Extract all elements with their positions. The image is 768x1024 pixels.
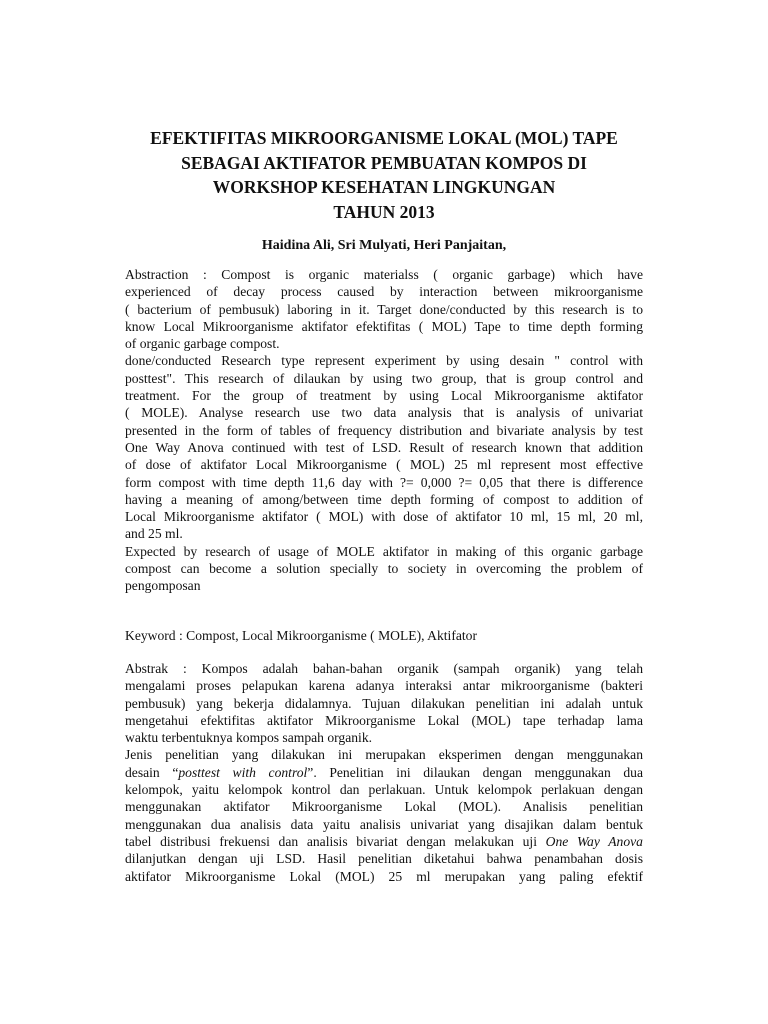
text-line: and 25 ml. <box>125 526 183 542</box>
text-line: Abstrak : Kompos adalah bahan-bahan organik (sampah organik) yang telah <box>125 661 643 676</box>
text-line: Expected by research of usage of MOLE aktifator in making of this organic garbage <box>125 543 643 559</box>
text-line: done/conducted Research type represent experiment by using desain " control with <box>125 353 643 369</box>
text-line: ( bacterium of pembusuk) laboring in it. Target done/conducted by this research is to <box>125 301 643 317</box>
text-line: Abstraction : Compost is organic materialss ( organic garbage) which have <box>125 267 643 282</box>
title-line-1: EFEKTIFITAS MIKROORGANISME LOKAL (MOL) TAPE <box>150 128 618 148</box>
text-line: aktifator Mikroorganisme Lokal (MOL) 25 ml merupakan yang paling efektif <box>125 868 643 884</box>
text-line: of organic garbage compost. <box>125 336 280 352</box>
text-line: presented in the form of tables of frequency distribution and bivariate analysis by test <box>125 422 643 438</box>
text-line: pengomposan <box>125 578 201 594</box>
text-line: menggunakan aktifator Mikroorganisme Lokal (MOL). Analisis penelitian <box>125 799 643 815</box>
text-line: dilanjutkan dengan uji LSD. Hasil penelitian diketahui bahwa penambahan dosis <box>125 851 643 867</box>
title-line-2: SEBAGAI AKTIFATOR PEMBUATAN KOMPOS DI <box>181 152 587 173</box>
italic-term: posttest with control <box>178 764 308 780</box>
text-line: experienced of decay process caused by interaction between mikroorganisme <box>125 284 643 300</box>
text-span: desain “ <box>125 764 179 780</box>
text-line-desain <box>125 764 643 781</box>
text-span: ”. Penelitian ini dilaukan dengan menggunakan dua <box>307 764 643 780</box>
text-line: compost can become a solution specially to society in overcoming the problem of <box>125 561 643 577</box>
text-line: of dose of aktifator Local Mikroorganisme ( MOL) 25 ml represent most effective <box>125 457 643 473</box>
text-line: mengalami proses pelapukan karena adanya interaksi antar mikroorganisme (bakteri <box>125 678 643 694</box>
text-line: kelompok, yaitu kelompok kontrol dan perlakuan. Untuk kelompok perlakuan dengan <box>125 782 643 798</box>
text-line-uji <box>125 833 643 850</box>
keyword-line: Keyword : Compost, Local Mikroorganisme ( MOLE), Aktifator <box>125 628 477 643</box>
author-list: Haidina Ali, Sri Mulyati, Heri Panjaitan, <box>261 238 507 253</box>
text-line: ( MOLE). Analyse research use two data analysis that is analysis of univariat <box>125 405 643 421</box>
text-line: One Way Anova continued with test of LSD. Result of research known that addition <box>125 439 643 455</box>
text-line: treatment. For the group of treatment by using Local Mikroorganisme aktifator <box>125 388 643 404</box>
text-line: having a meaning of among/between time depth forming of compost to addition of <box>125 491 643 507</box>
text-line: pembusuk) yang bekerja didalamnya. Tujuan dilakukan penelitian ini adalah untuk <box>125 695 643 711</box>
text-line: menggunakan dua analisis data yaitu analisis univariat yang disajikan dalam bentuk <box>125 816 643 832</box>
paper-title <box>0 126 768 224</box>
text-line: mengetahui efektifitas aktifator Mikroorganisme Lokal (MOL) tape terhadap lama <box>125 712 643 728</box>
text-line: form compost with time depth 11,6 day with ?= 0,000 ?= 0,05 that there is difference <box>125 474 643 490</box>
title-line-4: TAHUN 2013 <box>333 201 435 222</box>
text-line: posttest". This research of dilaukan by using two group, that is group control and <box>125 370 643 386</box>
abstraction-paragraph <box>125 266 643 595</box>
italic-term: One Way Anova <box>545 833 643 849</box>
text-line: waktu terbentuknya kompos sampah organik. <box>125 730 373 746</box>
text-line: know Local Mikroorganisme aktifator efektifitas ( MOL) Tape to time depth forming <box>125 318 643 334</box>
title-line-3: WORKSHOP KESEHATAN LINGKUNGAN <box>212 177 556 197</box>
text-line: Jenis penelitian yang dilakukan ini merupakan eksperimen dengan menggunakan <box>125 747 643 763</box>
text-span: tabel distribusi frekuensi dan analisis bivariat dengan melakukan uji <box>125 833 546 849</box>
abstrak-paragraph <box>125 660 643 885</box>
text-line: Local Mikroorganisme aktifator ( MOL) with dose of aktifator 10 ml, 15 ml, 20 ml, <box>125 509 643 525</box>
